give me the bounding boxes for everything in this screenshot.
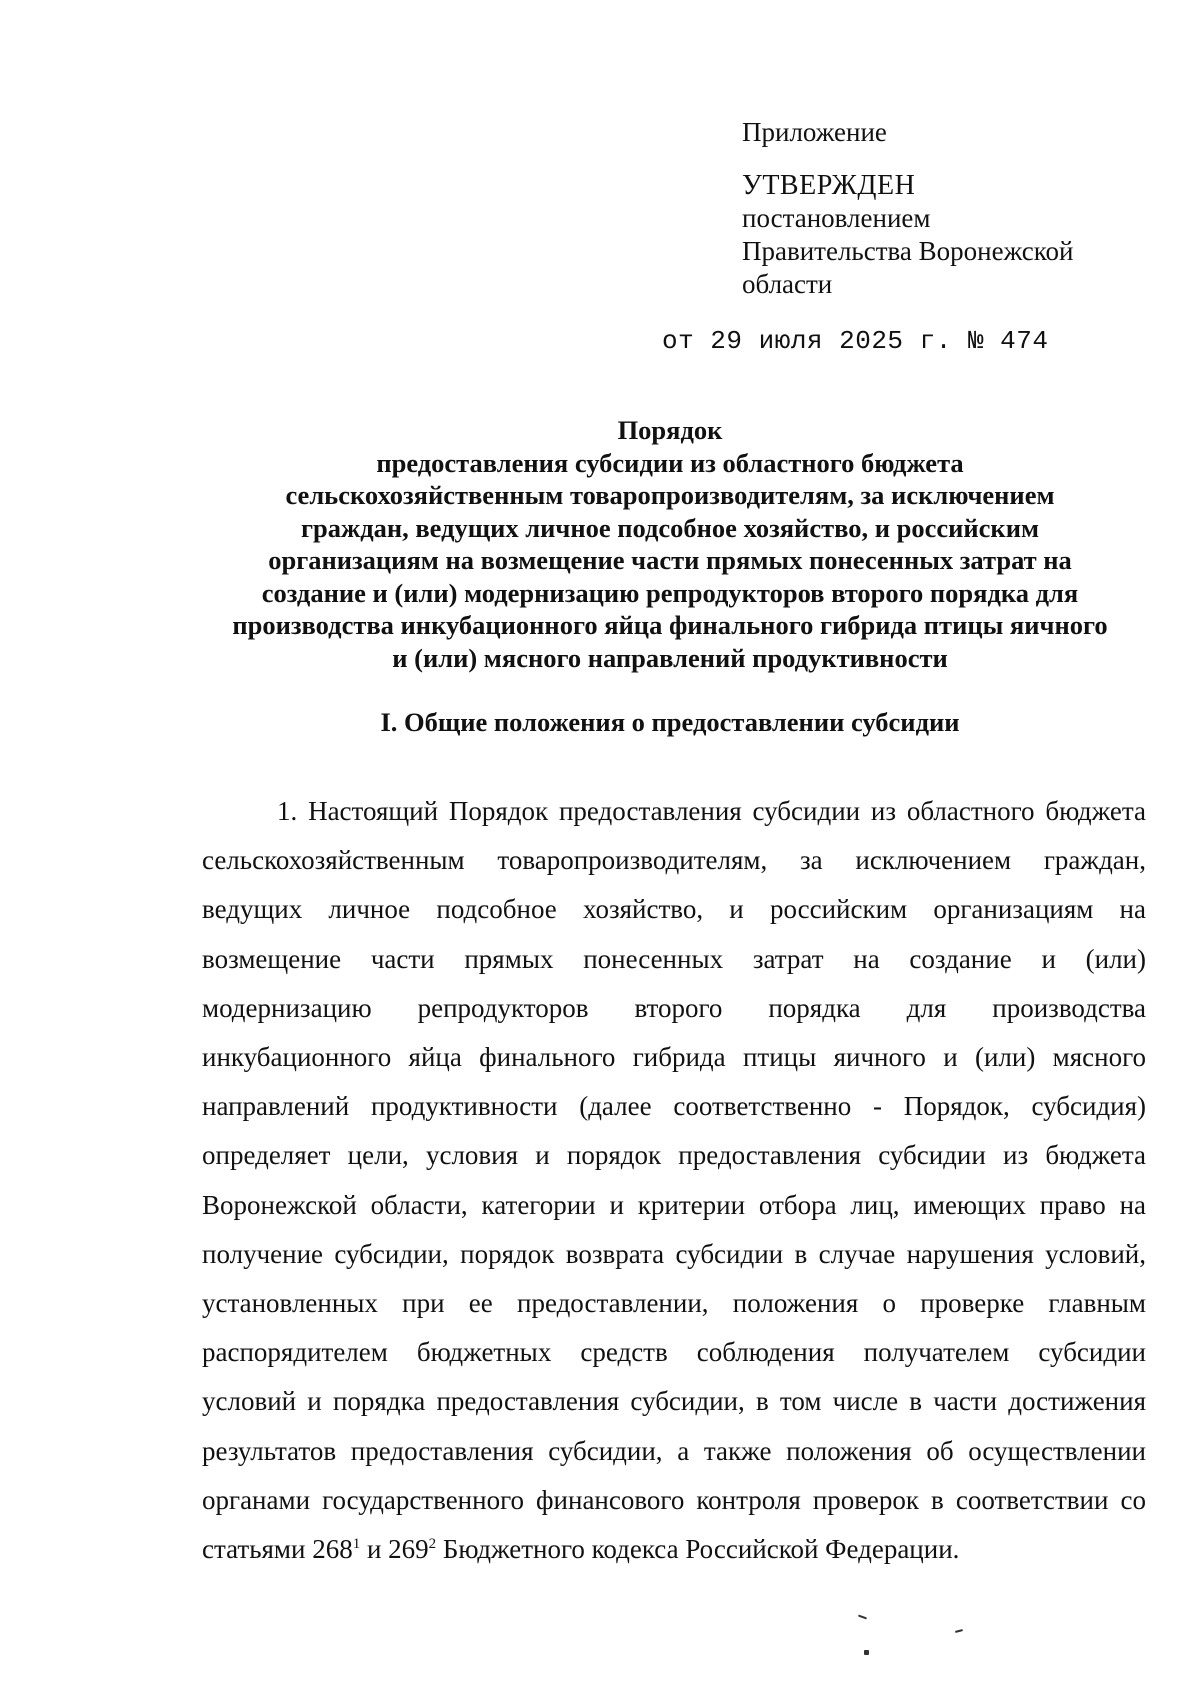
scan-speck [955,1629,963,1633]
paragraph-line: получение субсидии, порядок возврата субсидии в случае нарушения условий, [202,1238,1146,1269]
decree-date-number: от 29 июля 2025 г. № 474 [662,326,1049,356]
paragraph-line: распорядителем бюджетных средств соблюдения получателем субсидии [202,1337,1146,1368]
paragraph-line: возмещение части прямых понесенных затрат на создание и (или) [202,943,1146,974]
text-fragment: статьями 268 [202,1534,353,1565]
title-line: организациям на возмещение части прямых понесенных затрат на [268,545,1072,575]
paragraph-line: Воронежской области, категории и критерии отбора лиц, имеющих право на [202,1189,1146,1220]
appendix-label: Приложение [742,117,887,147]
paragraph-line: 1. Настоящий Порядок предоставления субсидии из областного бюджета [277,796,1146,826]
paragraph-line: установленных при ее предоставлении, положения о проверке главным [202,1288,1146,1319]
approved-by [742,202,1162,301]
text-fragment: Бюджетного кодекса Российской Федерации. [436,1534,960,1565]
title-line: граждан, ведущих личное подсобное хозяйство, и российским [300,512,1040,543]
title-line: сельскохозяйственным товаропроизводителям, за исключением [285,480,1055,510]
paragraph-line: органами государственного финансового контроля проверок в соответствии со [202,1484,1146,1515]
paragraph-line: условий и порядка предоставления субсидии, в том числе в части достижения [202,1386,1146,1417]
approved-by-line: постановлением [742,203,931,233]
document-title [160,414,1180,674]
text-fragment: и 269 [360,1534,429,1565]
approved-label: УТВЕРЖДЕН [742,170,916,201]
paragraph-1 [202,787,1146,1574]
paragraph-line: сельскохозяйственным товаропроизводителям, за исключением граждан, [202,845,1146,876]
paragraph-last-line [202,1525,1146,1574]
superscript: 2 [428,1536,437,1553]
approved-by-line: области [742,269,833,299]
title-line: производства инкубационного яйца финального гибрида птицы яичного [232,610,1108,640]
paragraph-line: направлений продуктивности (далее соответственно - Порядок, субсидия) [202,1091,1146,1122]
paragraph-line: инкубационного яйца финального гибрида птицы яичного и (или) мясного [202,1042,1146,1073]
paragraph-line: результатов предоставления субсидии, а также положения об осуществлении [202,1435,1146,1466]
title-line: предоставления субсидии из областного бюджета [376,447,964,478]
title-line: и (или) мясного направлений продуктивности [392,642,948,673]
scan-speck [858,1615,867,1620]
paragraph-line: определяет цели, условия и порядок предоставления субсидии из бюджета [202,1140,1146,1171]
title-line: создание и (или) модернизацию репродукторов второго порядка для [261,577,1079,608]
title-main: Порядок [617,415,723,445]
paragraph-line: ведущих личное подсобное хозяйство, и российским организациям на [202,894,1146,925]
section-heading: I. Общие положения о предоставлении субсидии [380,707,960,737]
approved-by-line: Правительства Воронежской [742,236,1074,266]
superscript: 1 [352,1536,361,1553]
paragraph-line: модернизацию репродукторов второго порядка для производства [202,992,1146,1023]
approval-block [742,116,1162,301]
scan-speck [864,1650,869,1655]
